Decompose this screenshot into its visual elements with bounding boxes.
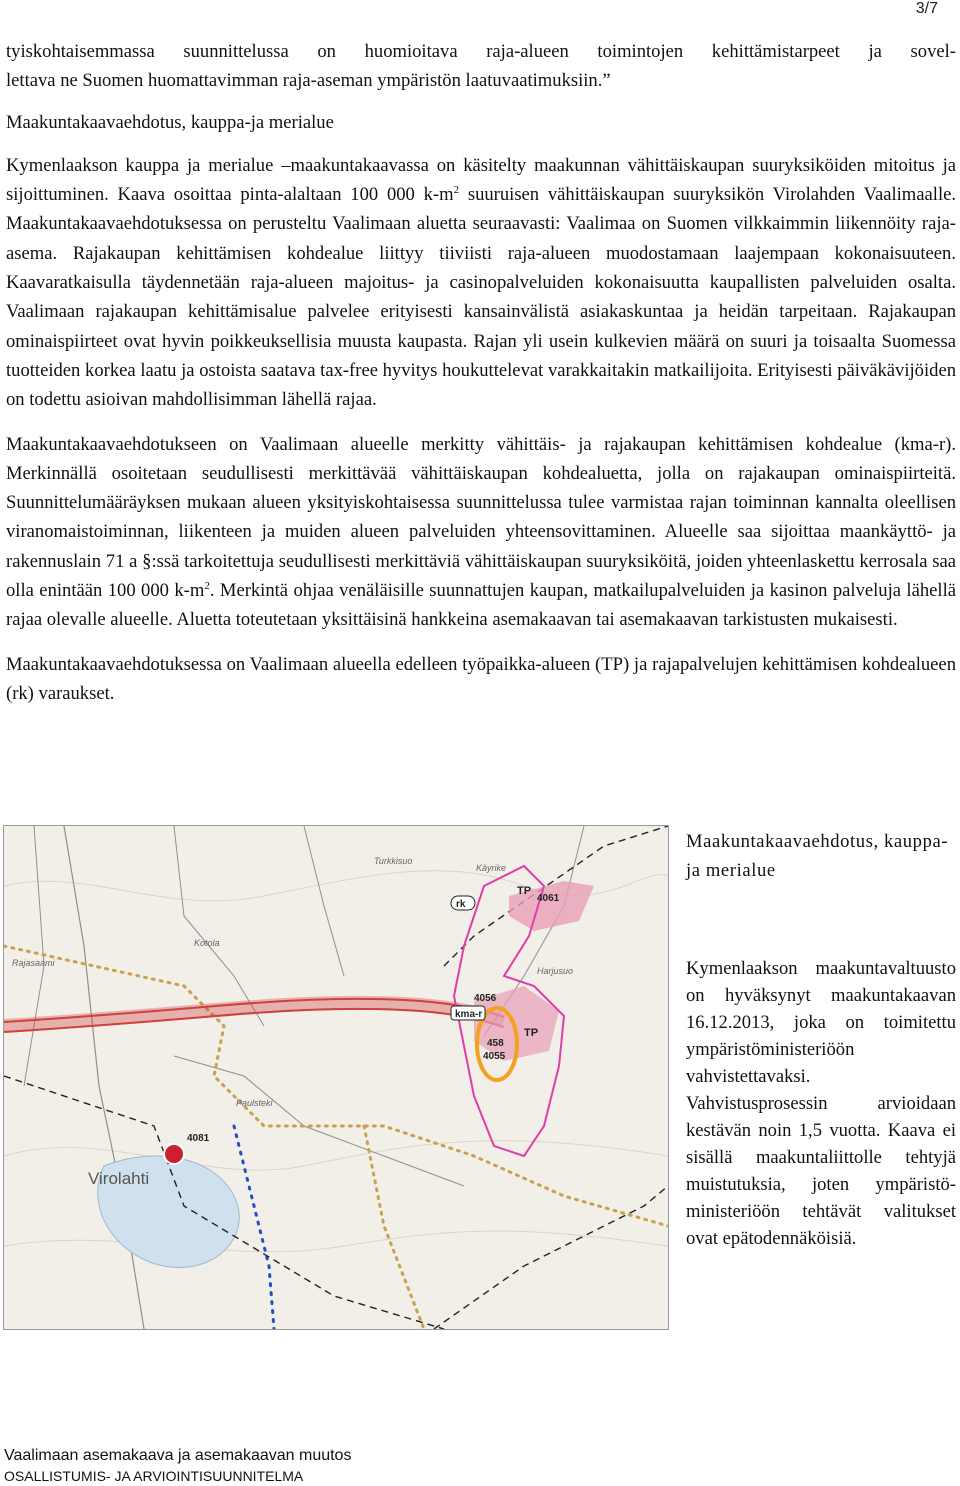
map-label-turkkisuo: Turkkisuo (374, 856, 413, 866)
map-label-rajasaami: Rajasaami (12, 958, 55, 968)
page-footer (4, 1446, 351, 1486)
sidebar-title: Maakuntakaavaehdotus, kauppa- ja merialue (686, 831, 949, 881)
paragraph2-text-a: Maakuntakaavaehdotukseen on Vaalimaan alueelle merkitty vähittäis- ja rajakaupan kehittämisen kohdealue (kma-r). Merkinnällä osoitetaan seudullisesti merkittävää vähittäiskaupan kohdealuetta, jolla on rajakaupan ominaispiirteitä. Suunnittelumääräyksen mukaan alueen yksityiskohtaisessa suunnittelussa tulee varmistaa rajan toiminnan kannalta oleellisen viranomaistoiminnan, liikenteen ja muiden alueen palveluiden yhteensovittaminen. Alueelle saa sijoittaa maankäyttö- ja rakennuslain 71 a §:ssä tarkoitettuja seudullisesti merkittäviä vähittäiskaupan suuryksiköitä, joiden yhteenlaskettu kerrosala saa olla enintään 100 000 k-m (6, 433, 956, 602)
page-number: 3/7 (915, 0, 938, 17)
map-caption-body (686, 955, 956, 1252)
map-label-kotola: Kotola (194, 938, 220, 948)
paragraph1-sup: 2 (453, 184, 460, 196)
footer-line-1: Vaalimaan asemakaava ja asemakaavan muutos (4, 1447, 352, 1464)
paragraph1-text-a: Kymenlaakson kauppa ja merialue –maakuntakaavassa on käsitelty maakunnan vähittäiskaupan suuryksiköiden mitoitus ja sijoittuminen. Kaava osoittaa pinta-alaltaan 100 000 k-m (6, 154, 956, 206)
map-label-virolahti: Virolahti (88, 1169, 150, 1188)
map-label-tp-south: TP (524, 1027, 539, 1039)
map-label-kma-r: kma-r (455, 1009, 483, 1020)
map-label-tp-north: TP (517, 885, 532, 897)
map-label-4056: 4056 (474, 993, 497, 1004)
section-heading: Maakuntakaavaehdotus, kauppa-ja merialue (6, 111, 334, 133)
map-label-paulsteki: Paulsteki (236, 1098, 273, 1108)
map-label-4081: 4081 (187, 1133, 210, 1144)
sidebar-body: Kymenlaakson maakuntavaltuusto on hyväksynyt maakuntakaavan 16.12.2013, joka on toimitettu ympäristöministeriöön vahvistettavaksi. Vahvistusprosessin arvioidaan kestävän noin 1,5 vuotta. Kaava ei sisällä maakuntaliittolle tehtyjä muistutuksia, joten ympäristö-ministeriöön tehtävät valitukset ovat epätodennäköisiä. (686, 958, 956, 1249)
intro-line-1: tyiskohtaisemmassa suunnittelussa on huomioitava raja-alueen toimintojen kehittämistarpeet ja sovel- (6, 41, 956, 62)
paragraph-kauppa-merialue (6, 151, 956, 415)
map-label-4061: 4061 (537, 893, 560, 904)
map-caption-title (686, 827, 956, 885)
paragraph-tp-rk: Maakuntakaavaehdotuksessa on Vaalimaan alueella edelleen työpaikka-alueen (TP) ja rajapalvelujen kehittämisen kohdealueen (rk) varaukset. (6, 653, 956, 704)
regional-plan-map (3, 825, 669, 1330)
map-label-kayrike: Käyrike (476, 863, 507, 873)
paragraph-kma-r (6, 430, 956, 635)
paragraph1-text-b: suuruisen vähittäiskaupan suuryksikön Virolahden Vaalimaalle. Maakuntakaavaehdotuksessa on perusteltu Vaalimaan aluetta seuraavasti: Vaalimaa on Suomen vilkkaimmin liikennöity raja-asema. Rajakaupan kehittämisen kohdealue liittyy tiiviisti raja-alueen muodostamaan laajempaan kokonaisuuteen. Kaavaratkaisulla täydennetään raja-alueen majoitus- ja casinopalveluiden kokonaisuutta kaupallisten palveluiden osalta. Vaalimaan rajakaupan kehittämisalue palvelee erityisesti kansainvälistä asiakaskuntaa ja heidän tarpeitaan. Rajakaupan ominaispiirteet ovat hyvin poikkeuksellisia muusta kaupasta. Rajan yli usein kulkevien määrä on suuri ja toisaalta Suomessa tuotteiden korkea laatu ja ostoista saatava tax-free hyvitys houkuttelevat varakkaitakin matkailijoita. Erityisesti päiväkävijöiden on todettu asioivan mahdollisimman lähellä rajaa. (6, 184, 957, 411)
document-body (6, 37, 956, 723)
paragraph2-text-b: . Merkintä ohjaa venäläisille suunnattujen kaupan, matkailupalveluiden ja kasinon palveluja lähellä rajaa olevalle alueelle. Aluetta toteutetaan yksittäisinä hankkeina asemakaavan tai asemakaavan tarkistusten mukaisesti. (6, 580, 956, 631)
map-label-458: 458 (487, 1038, 504, 1049)
paragraph2-sup: 2 (204, 579, 210, 592)
map-label-rk: rk (456, 899, 466, 910)
map-label-harjusuo: Harjusuo (537, 966, 574, 976)
intro-line-2: lettava ne Suomen huomattavimman raja-aseman ympäristön laatuvaatimuksiin.” (6, 70, 611, 92)
footer-line-2: OSALLISTUMIS- JA ARVIOINTISUUNNITELMA (4, 1468, 304, 1484)
map-label-4055: 4055 (483, 1051, 506, 1062)
map-svg (4, 826, 668, 1329)
location-marker (164, 1144, 184, 1164)
